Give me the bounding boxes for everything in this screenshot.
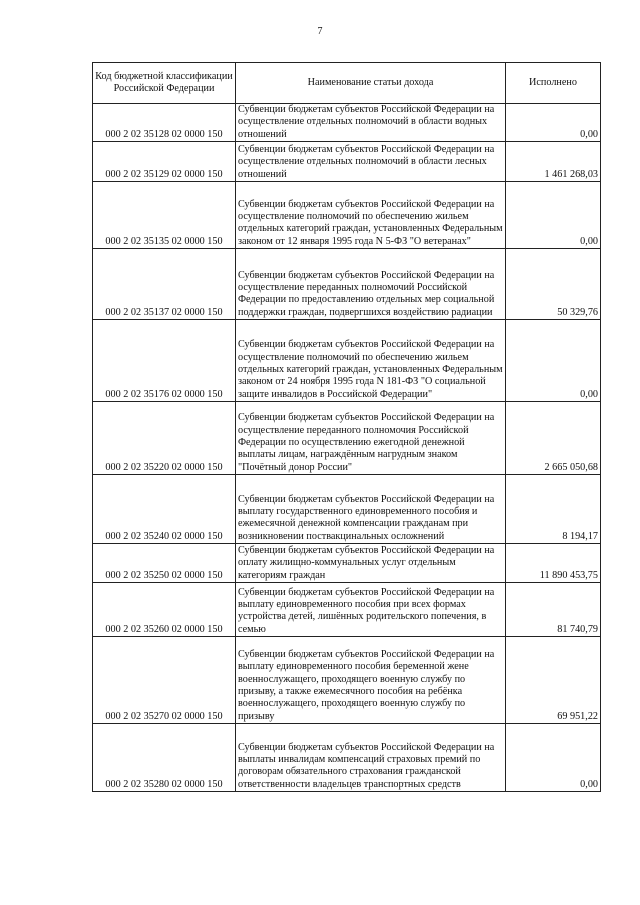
header-executed: Исполнено xyxy=(506,63,601,104)
row-executed: 81 740,79 xyxy=(506,583,601,637)
table-row xyxy=(93,475,601,544)
table-row xyxy=(93,724,601,792)
row-name: Субвенции бюджетам субъектов Российской Федерации на осуществление отдельных полномочий в области лесных отношений xyxy=(236,142,506,182)
row-executed: 69 951,22 xyxy=(506,637,601,724)
table-row xyxy=(93,320,601,402)
header-code: Код бюджетной классификации Российской Федерации xyxy=(93,63,236,104)
row-executed: 0,00 xyxy=(506,320,601,402)
row-name: Субвенции бюджетам субъектов Российской Федерации на оплату жилищно-коммунальных услуг отдельным категориям граждан xyxy=(236,544,506,583)
row-name: Субвенции бюджетам субъектов Российской Федерации на осуществление полномочий по обеспечению жильем отдельных категорий граждан, установленных Федеральным законом от 12 января 1995 года N 5-ФЗ "О ветеранах" xyxy=(236,182,506,249)
row-code: 000 2 02 35220 02 0000 150 xyxy=(93,402,236,475)
table-row xyxy=(93,583,601,637)
table-row xyxy=(93,637,601,724)
table-row xyxy=(93,104,601,142)
row-code: 000 2 02 35129 02 0000 150 xyxy=(93,142,236,182)
row-code: 000 2 02 35260 02 0000 150 xyxy=(93,583,236,637)
table-row xyxy=(93,249,601,320)
row-code: 000 2 02 35176 02 0000 150 xyxy=(93,320,236,402)
row-executed: 50 329,76 xyxy=(506,249,601,320)
row-executed: 0,00 xyxy=(506,104,601,142)
row-executed: 8 194,17 xyxy=(506,475,601,544)
row-name: Субвенции бюджетам субъектов Российской Федерации на осуществление переданного полномочия Российской Федерации по осуществлению ежегодной денежной выплаты лицам, награждённым нагрудным знаком "Почётный донор России" xyxy=(236,402,506,475)
row-executed: 0,00 xyxy=(506,724,601,792)
row-code: 000 2 02 35240 02 0000 150 xyxy=(93,475,236,544)
row-name: Субвенции бюджетам субъектов Российской Федерации на выплату единовременного пособия беременной жене военнослужащего, проходящего военную службу по призыву, а также ежемесячного пособия на ребёнка военнослужащего, проходящего военную службу по призыву xyxy=(236,637,506,724)
row-code: 000 2 02 35128 02 0000 150 xyxy=(93,104,236,142)
page-number: 7 xyxy=(317,26,323,37)
row-name: Субвенции бюджетам субъектов Российской Федерации на выплату единовременного пособия при всех формах устройства детей, лишённых родительского попечения, в семью xyxy=(236,583,506,637)
row-code: 000 2 02 35137 02 0000 150 xyxy=(93,249,236,320)
row-name: Субвенции бюджетам субъектов Российской Федерации на осуществление переданных полномочий Российской Федерации по предоставлению отдельных мер социальной поддержки граждан, подвергшихся воздействию радиации xyxy=(236,249,506,320)
row-code: 000 2 02 35250 02 0000 150 xyxy=(93,544,236,583)
row-code: 000 2 02 35135 02 0000 150 xyxy=(93,182,236,249)
table-row xyxy=(93,402,601,475)
table-row xyxy=(93,544,601,583)
table-row xyxy=(93,142,601,182)
row-name: Субвенции бюджетам субъектов Российской Федерации на осуществление полномочий по обеспечению жильем отдельных категорий граждан, установленных Федеральным законом от 24 ноября 1995 года N 181-ФЗ "О социальной защите инвалидов в Российской Федерации" xyxy=(236,320,506,402)
row-name: Субвенции бюджетам субъектов Российской Федерации на осуществление отдельных полномочий в области водных отношений xyxy=(236,104,506,142)
row-code: 000 2 02 35280 02 0000 150 xyxy=(93,724,236,792)
table-header-row xyxy=(93,63,601,104)
row-executed: 2 665 050,68 xyxy=(506,402,601,475)
header-name: Наименование статьи дохода xyxy=(236,63,506,104)
row-executed: 0,00 xyxy=(506,182,601,249)
row-code: 000 2 02 35270 02 0000 150 xyxy=(93,637,236,724)
row-executed: 11 890 453,75 xyxy=(506,544,601,583)
table-row xyxy=(93,182,601,249)
row-name: Субвенции бюджетам субъектов Российской Федерации на выплату государственного единовременного пособия и ежемесячной денежной компенсации гражданам при возникновении поствакцинальных осложнений xyxy=(236,475,506,544)
row-executed: 1 461 268,03 xyxy=(506,142,601,182)
revenue-table xyxy=(92,62,601,792)
row-name: Субвенции бюджетам субъектов Российской Федерации на выплаты инвалидам компенсаций страховых премий по договорам обязательного страхования гражданской ответственности владельцев транспортных средств xyxy=(236,724,506,792)
